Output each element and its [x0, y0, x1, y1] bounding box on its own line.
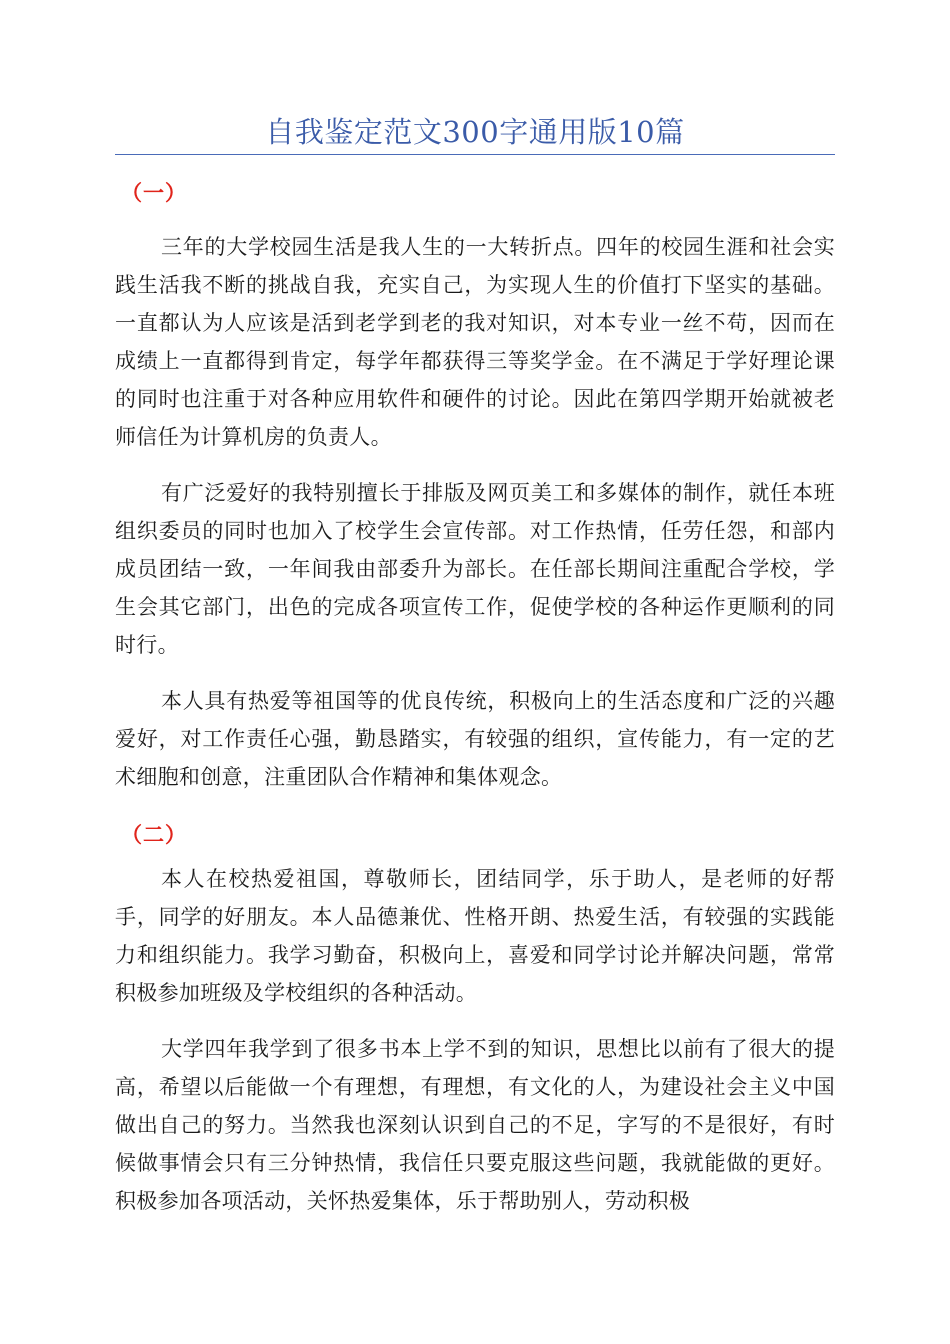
paragraph: 三年的大学校园生活是我人生的一大转折点。四年的校园生涯和社会实践生活我不断的挑战自我，充实自己，为实现人生的价值打下坚实的基础。一直都认为人应该是活到老学到老的我对知识，对本专业一丝不苟，因而在成绩上一直都得到肯定，每学年都获得三等奖学金。在不满足于学好理论课的同时也注重于对各种应用软件和硬件的讨论。因此在第四学期开始就被老师信任为计算机房的负责人。 — [115, 235, 835, 449]
document-body — [115, 174, 835, 1220]
document-title: 自我鉴定范文300字通用版10篇 — [265, 115, 685, 149]
section-heading: （二） — [121, 823, 187, 847]
section-heading: （一） — [121, 181, 187, 205]
title-underline — [115, 154, 835, 155]
paragraph: 有广泛爱好的我特别擅长于排版及网页美工和多媒体的制作，就任本班组织委员的同时也加入了校学生会宣传部。对工作热情，任劳任怨，和部内成员团结一致，一年间我由部委升为部长。在任部长期间注重配合学校，学生会其它部门，出色的完成各项宣传工作，促使学校的各种运作更顺利的同时行。 — [115, 481, 835, 657]
paragraph: 本人在校热爱祖国，尊敬师长，团结同学，乐于助人，是老师的好帮手，同学的好朋友。本人品德兼优、性格开朗、热爱生活，有较强的实践能力和组织能力。我学习勤奋，积极向上，喜爱和同学讨论并解决问题，常常积极参加班级及学校组织的各种活动。 — [115, 867, 835, 1005]
section-2 — [115, 816, 835, 1220]
paragraph: 大学四年我学到了很多书本上学不到的知识，思想比以前有了很大的提高，希望以后能做一个有理想，有理想，有文化的人，为建设社会主义中国做出自己的努力。当然我也深刻认识到自己的不足，字写的不是很好，有时候做事情会只有三分钟热情，我信任只要克服这些问题，我就能做的更好。积极参加各项活动，关怀热爱集体，乐于帮助别人，劳动积极 — [115, 1037, 835, 1213]
paragraph: 本人具有热爱等祖国等的优良传统，积极向上的生活态度和广泛的兴趣爱好，对工作责任心强，勤恳踏实，有较强的组织，宣传能力，有一定的艺术细胞和创意，注重团队合作精神和集体观念。 — [115, 689, 835, 789]
section-1 — [115, 174, 835, 796]
